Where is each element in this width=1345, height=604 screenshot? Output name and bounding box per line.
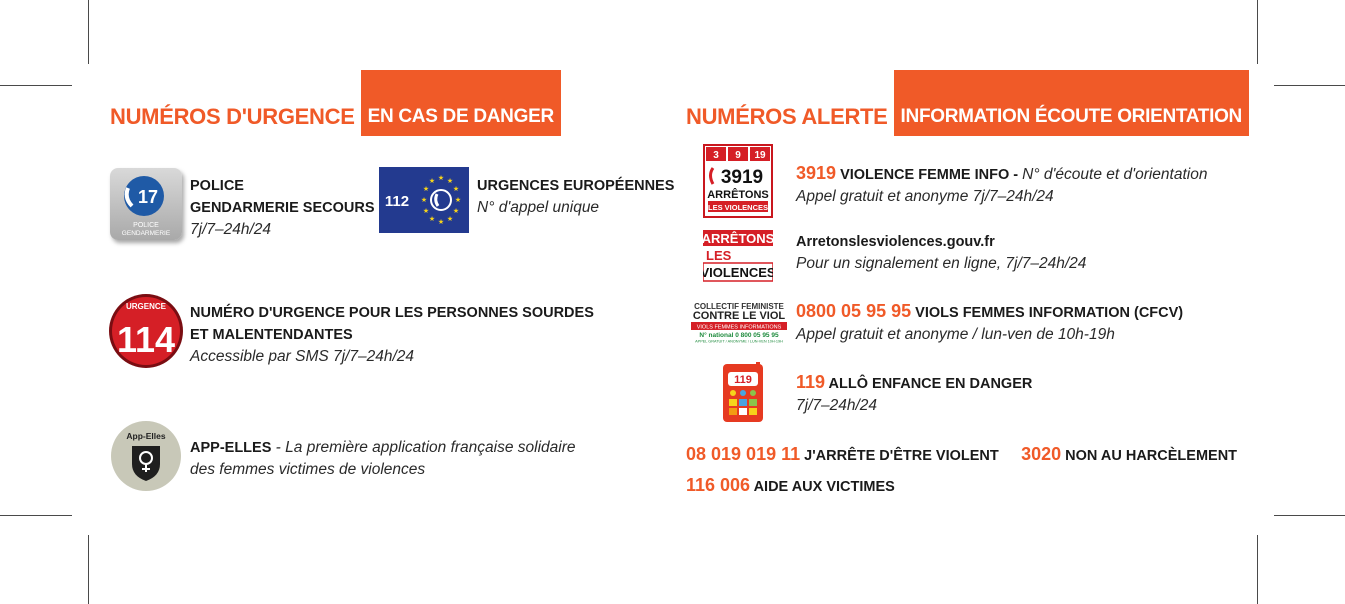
gouv-entry [796,231,1086,275]
svg-text:VIOLENCES: VIOLENCES [703,265,773,280]
violent-number: 08 019 019 11 [686,444,801,464]
deaf-line1: NUMÉRO D'URGENCE POUR LES PERSONNES SOURDES [190,305,594,321]
crop-mark [0,515,72,516]
alert-title-box: INFORMATION ÉCOUTE ORIENTATION [894,70,1249,136]
svg-text:★: ★ [446,177,454,185]
svg-text:114: 114 [116,319,176,360]
harcelement-number: 3020 [1021,444,1062,464]
eu-112-icon [379,167,469,233]
europe-entry [477,175,674,219]
svg-text:ARRÊTONS: ARRÊTONS [707,189,769,201]
svg-text:APPEL GRATUIT / ANONYME / LUN-: APPEL GRATUIT / ANONYME / LUN-VEN 10H-19H [695,339,783,343]
alert-title-lead: NUMÉROS ALERTE [686,104,888,129]
v3919-number: 3919 [796,163,837,183]
svg-text:9: 9 [735,150,741,161]
svg-text:★: ★ [422,185,430,193]
svg-text:★: ★ [452,185,460,193]
alert-section-title [686,70,1249,136]
svg-text:POLICE: POLICE [133,222,159,229]
svg-text:ARRÊTONS: ARRÊTONS [703,231,773,246]
crop-mark [1274,85,1345,86]
police-entry [190,175,375,241]
violent-label: J'ARRÊTE D'ÊTRE VIOLENT [800,448,999,464]
police-line1: POLICE [190,178,244,194]
svg-text:URGENCE: URGENCE [125,302,167,311]
enfance-line2: 7j/7–24h/24 [796,397,878,414]
svg-text:LES: LES [706,248,732,263]
bottom-line-2 [686,474,895,498]
v3919-title-italic: N° d'écoute et d'orientation [1022,166,1208,183]
svg-text:★: ★ [422,207,430,215]
v3919-title: VIOLENCE FEMME INFO - [836,167,1023,183]
svg-text:★: ★ [437,174,445,182]
emergency-title-box: EN CAS DE DANGER [361,70,561,136]
deaf-line3: Accessible par SMS 7j/7–24h/24 [190,348,415,365]
svg-text:★: ★ [446,215,454,223]
crop-mark [1274,515,1345,516]
svg-text:VIOLS FEMMES INFORMATIONS: VIOLS FEMMES INFORMATIONS [696,324,782,331]
crop-mark [88,0,89,64]
cfcv-line2: Appel gratuit et anonyme / lun-ven de 10h-19h [796,326,1115,343]
logo-3919-icon [703,144,773,218]
emergency-section-title [110,70,561,136]
crop-mark [1257,0,1258,64]
v3919-line2: Appel gratuit et anonyme 7j/7–24h/24 [796,188,1054,205]
app-entry [190,437,576,481]
app-elles-icon [110,420,182,492]
deaf-line2: ET MALENTENDANTES [190,327,353,343]
svg-text:★: ★ [452,207,460,215]
svg-text:LES VIOLENCES: LES VIOLENCES [707,203,769,212]
deaf-114-icon [107,292,185,370]
harcelement-label: NON AU HARCÈLEMENT [1061,448,1238,464]
emergency-title-lead: NUMÉROS D'URGENCE [110,104,355,129]
svg-text:119: 119 [734,374,752,386]
svg-text:★: ★ [428,215,436,223]
police-hours: 7j/7–24h/24 [190,221,272,238]
deaf-entry [190,302,594,368]
crop-mark [0,85,72,86]
app-desc2: des femmes victimes de violences [190,461,426,478]
bottom-line-1 [686,443,1237,467]
logo-119-icon [722,362,764,428]
svg-text:★: ★ [454,196,462,204]
app-name: APP-ELLES [190,440,272,456]
svg-text:19: 19 [754,150,766,161]
svg-text:17: 17 [137,187,159,207]
svg-text:COLLECTIF FEMINISTE: COLLECTIF FEMINISTE [694,302,784,311]
svg-text:3: 3 [713,150,719,161]
police-icon [110,168,182,240]
victims-label: AIDE AUX VICTIMES [750,479,895,495]
enfance-number: 119 [796,372,826,392]
gouv-line2: Pour un signalement en ligne, 7j/7–24h/24 [796,255,1087,272]
app-desc1: - La première application française solidaire [271,439,576,456]
victims-number: 116 006 [686,475,751,495]
svg-text:★: ★ [437,218,445,226]
svg-text:★: ★ [428,177,436,185]
cfcv-number: 0800 05 95 95 [796,301,912,321]
svg-text:3919: 3919 [720,167,764,188]
svg-text:GENDARMERIE: GENDARMERIE [121,230,171,237]
svg-text:112: 112 [384,193,410,210]
logo-arretons-icon [703,230,773,282]
crop-mark [1257,535,1258,604]
v3919-entry [796,162,1207,208]
enfance-title: ALLÔ ENFANCE EN DANGER [825,376,1033,392]
europe-line1: URGENCES EUROPÉENNES [477,178,675,194]
enfance-entry [796,371,1032,417]
europe-line2: N° d'appel unique [477,199,600,216]
crop-mark [88,535,89,604]
svg-text:CONTRE LE VIOL: CONTRE LE VIOL [692,310,786,322]
svg-text:N° national 0 800 05 95 95: N° national 0 800 05 95 95 [699,332,779,339]
police-line2: GENDARMERIE SECOURS [190,200,375,216]
svg-text:★: ★ [420,196,428,204]
cfcv-entry [796,300,1183,346]
gouv-title: Arretonslesviolences.gouv.fr [796,234,995,250]
cfcv-title: VIOLS FEMMES INFORMATION (CFCV) [911,305,1184,321]
svg-text:App-Elles: App-Elles [126,431,166,441]
logo-cfcv-icon [690,301,786,343]
